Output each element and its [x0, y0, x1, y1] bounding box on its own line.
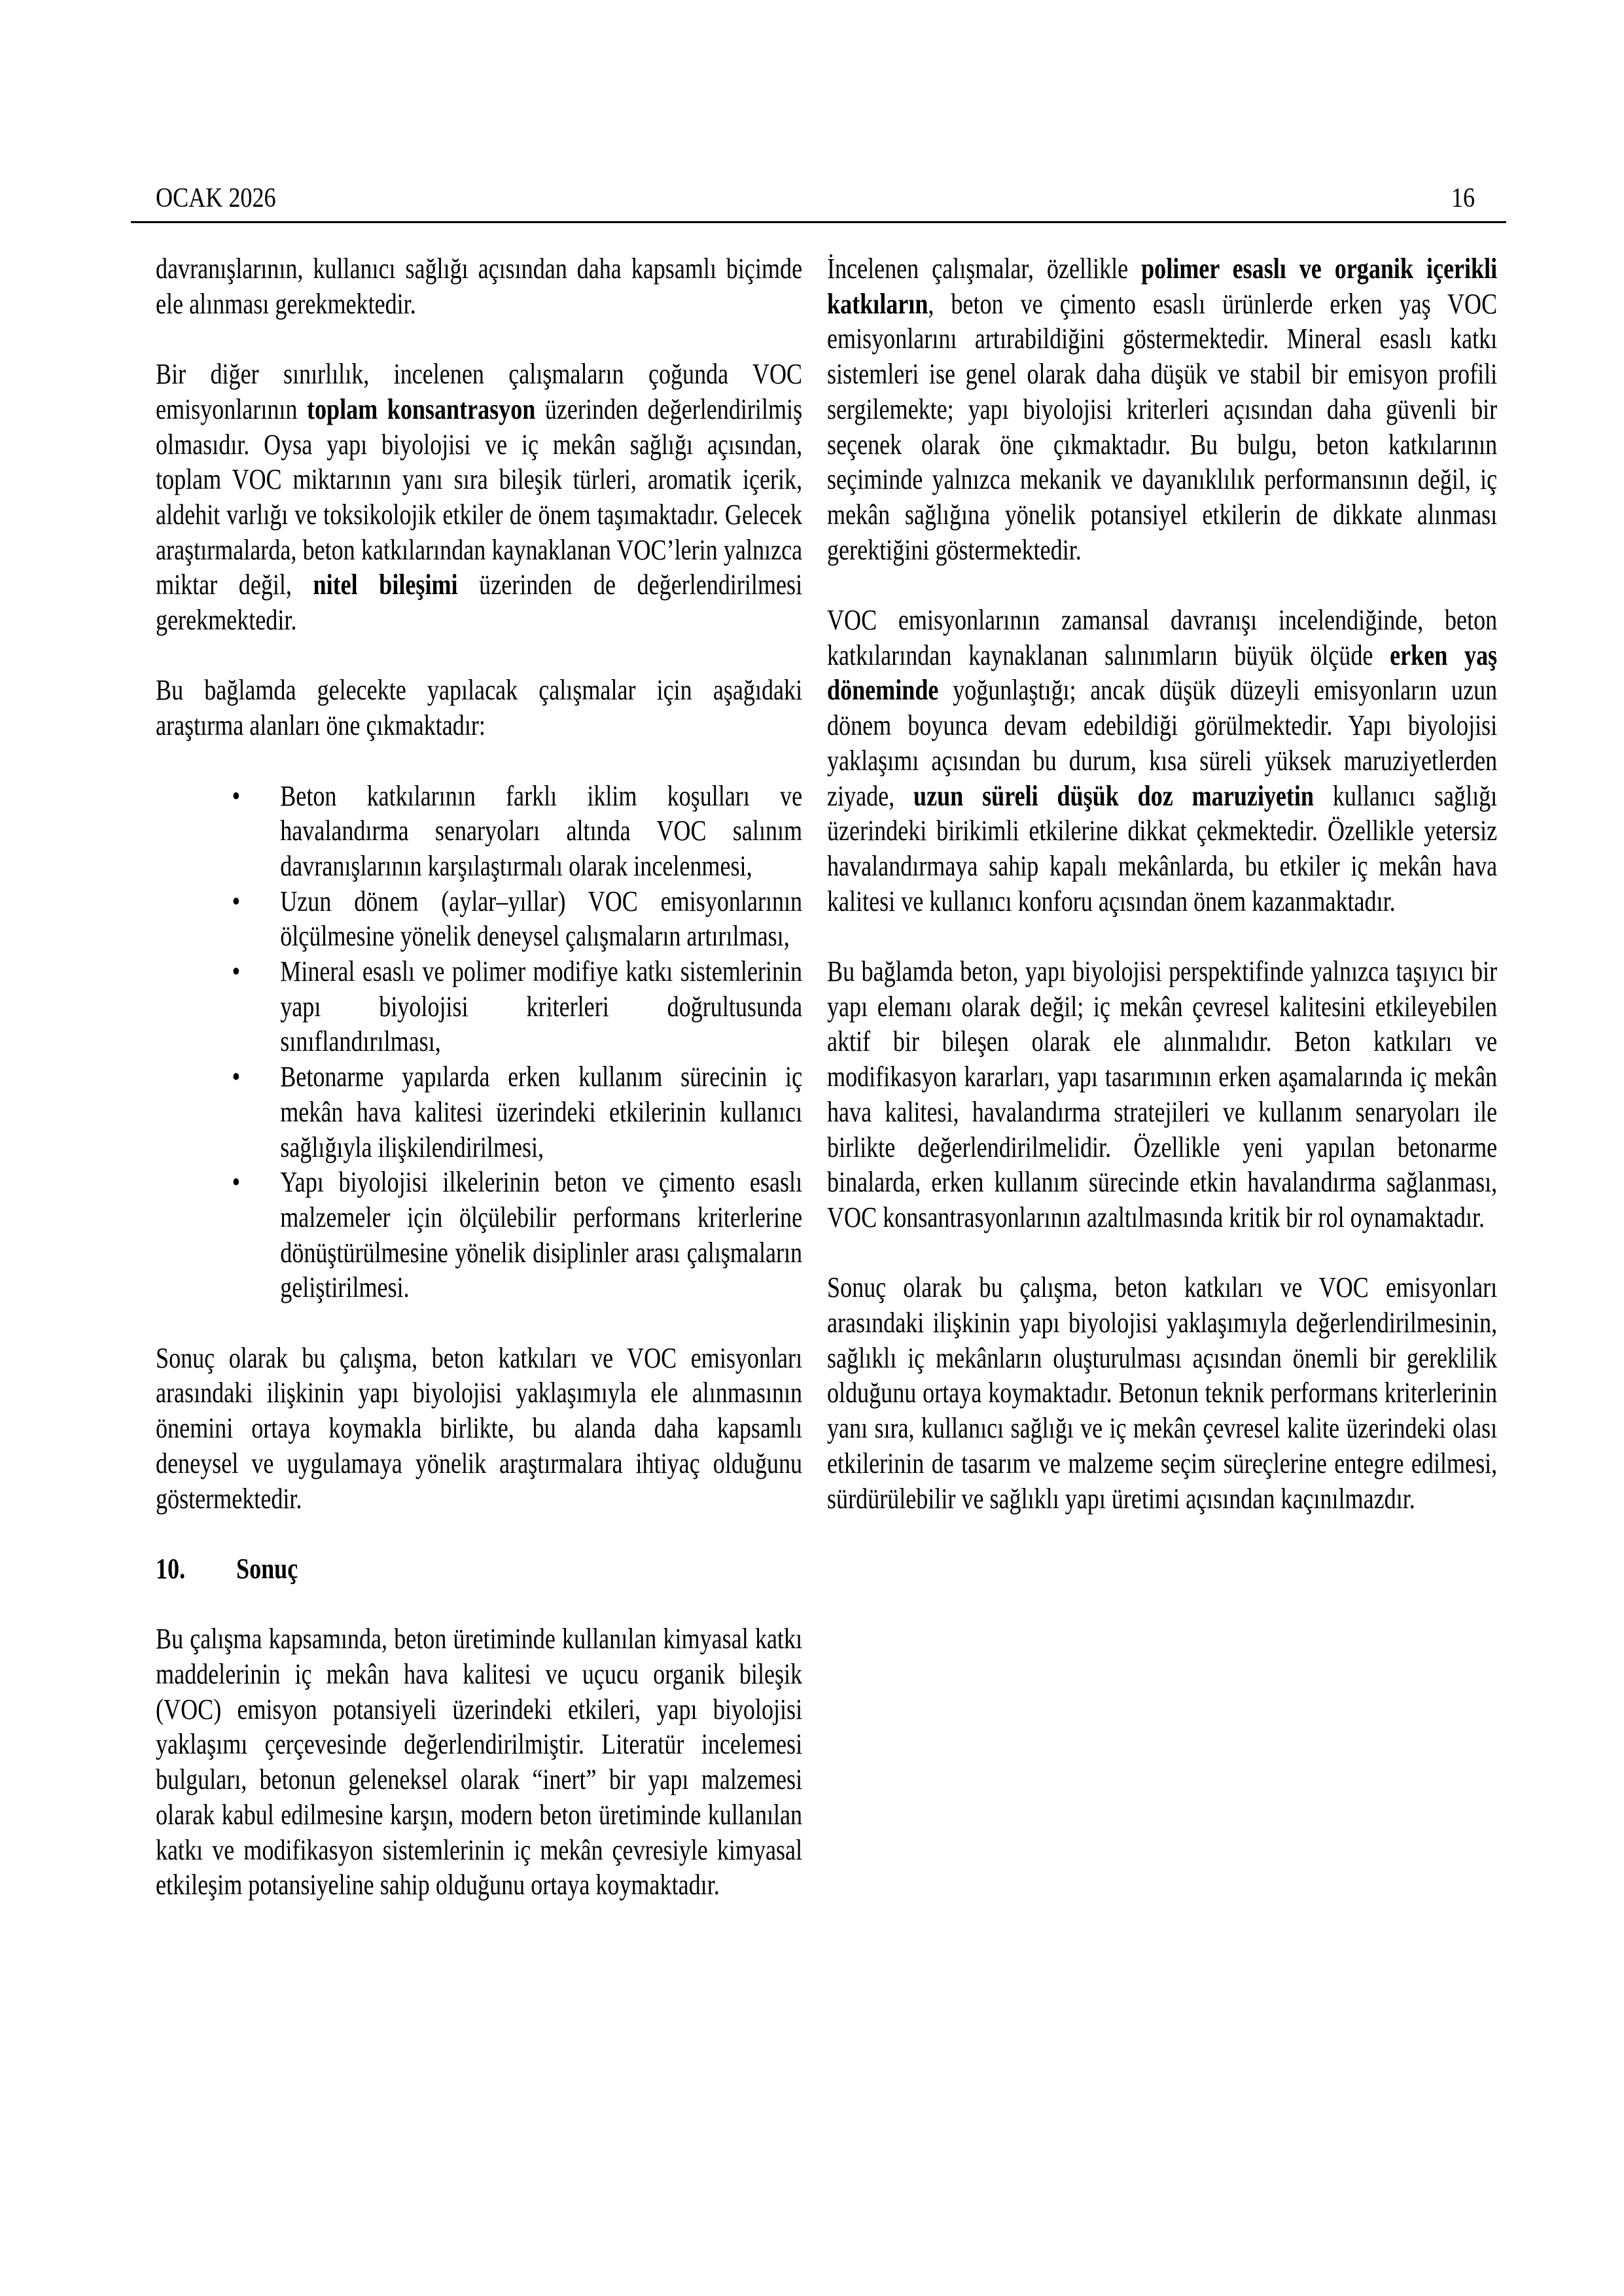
- list-item: • Mineral esaslı ve polimer modifiye katkı sistemlerinin yapı biyolojisi kriterleri doğrultusunda sınıflandırılması,: [232, 955, 803, 1058]
- list-item: • Betonarme yapılarda erken kullanım sürecinin iç mekân hava kalitesi üzerindeki etkilerinin kullanıcı sağlığıyla ilişkilendirilmesi,: [232, 1061, 803, 1163]
- list-item: • Yapı biyolojisi ilkelerinin beton ve çimento esaslı malzemeler için ölçülebilir performans kriterlerine dönüştürülmesine yönelik disiplinler arası çalışmaların geliştirilmesi.: [232, 1166, 803, 1304]
- page-number: 16: [1451, 183, 1475, 213]
- paragraph-temporal-behavior: VOC emisyonlarının zamansal davranışı incelendiğinde, beton katkılarından kaynaklanan salınımların büyük ölçüde erken yaş döneminde yoğunlaştığı; ancak düşük düzeyli emisyonların uzun dönem boyunca devam edebildiği görülmektedir. Yapı biyolojisi yaklaşımı açısından bu durum, kısa süreli yüksek maruziyetlerden ziyade, uzun süreli düşük doz maruziyetin kullanıcı sağlığı üzerindeki birikimli etkilerine dikkat çekmektedir. Özellikle yetersiz havalandırmaya sahip kapalı mekânlarda, bu etkiler iç mekân hava kalitesi ve kullanıcı konforu açısından önem kazanmaktadır.: [827, 604, 1498, 917]
- section-heading-conclusion: [156, 1551, 802, 1587]
- emphasis-early-age: erken yaş döneminde: [827, 639, 1498, 707]
- bullet-icon: •: [232, 885, 241, 917]
- bullet-icon: •: [232, 1061, 241, 1093]
- paragraph-concrete-active-component: Bu bağlamda beton, yapı biyolojisi perspektifinde yalnızca taşıyıcı bir yapı elemanı olarak değil; iç mekân çevresel kalitesini etkileyebilen aktif bir bileşen olarak ele alınmalıdır. Beton katkıları ve modifikasyon kararları, yapı tasarımının erken aşamalarında iç mekân hava kalitesi, havalandırma stratejileri ve kullanım senaryoları ile birlikte değerlendirilmelidir. Özellikle yeni yapılan betonarme binalarda, erken kullanım sürecinde etkin havalandırma sağlanması, VOC konsantrasyonlarının azaltılmasında kritik bir rol oynamaktadır.: [827, 955, 1498, 1233]
- left-column: [156, 251, 802, 1938]
- bullet-icon: •: [232, 1166, 241, 1199]
- emphasis-qualitative-composition: nitel bileşimi: [313, 569, 458, 601]
- research-areas-list: [156, 779, 802, 1306]
- list-item: • Uzun dönem (aylar–yıllar) VOC emisyonlarının ölçülmesine yönelik deneysel çalışmaların artırılması,: [232, 885, 803, 953]
- header-date: OCAK 2026: [156, 183, 276, 213]
- section-title: Sonuç: [236, 1552, 298, 1585]
- emphasis-total-concentration: toplam konsantrasyon: [306, 393, 536, 425]
- paragraph-total-concentration: Bir diğer sınırlılık, incelenen çalışmaların çoğunda VOC emisyonlarının toplam konsantrasyon üzerinden değerlendirilmiş olmasıdır. Oysa yapı biyolojisi ve iç mekân sağlığı açısından, toplam VOC miktarının yanı sıra bileşik türleri, aromatik içerik, aldehit varlığı ve toksikolojik etkiler de önem taşımaktadır. Gelecek araştırmalarda, beton katkılarından kaynaklanan VOC’lerin yalnızca miktar değil, nitel bileşimi üzerinden de değerlendirilmesi gerekmektedir.: [156, 358, 803, 637]
- paragraph-final-conclusion: Sonuç olarak bu çalışma, beton katkıları ve VOC emisyonları arasındaki ilişkinin yapı biyolojisi yaklaşımıyla değerlendirilmesinin, sağlıklı iç mekânların oluşturulması açısından önemli bir gereklilik olduğunu ortaya koymaktadır. Betonun teknik performans kriterlerinin yanı sıra, kullanıcı sağlığı ve iç mekân çevresel kalite üzerindeki olası etkilerinin de tasarım ve malzeme seçim süreçlerine entegre edilmesi, sürdürülebilir ve sağlıklı yapı üretimi açısından kaçınılmazdır.: [827, 1271, 1498, 1515]
- section-number: 10.: [156, 1552, 186, 1585]
- bullet-icon: •: [232, 779, 241, 812]
- emphasis-long-term-low-dose: uzun süreli düşük doz maruziyetin: [913, 779, 1315, 812]
- bullet-icon: •: [232, 955, 241, 988]
- right-column: [827, 251, 1497, 1551]
- header-rule: [131, 221, 1506, 223]
- paragraph-conclusion-scope: Bu çalışma kapsamında, beton üretiminde kullanılan kimyasal katkı maddelerinin iç mekân hava kalitesi ve uçucu organik bileşik (VOC) emisyon potansiyeli üzerindeki etkileri, yapı biyolojisi yaklaşımı çerçevesinde değerlendirilmiştir. Literatür incelemesi bulguları, betonun geleneksel olarak “inert” bir yapı malzemesi olarak kabul edilmesine karşın, modern beton üretiminde kullanılan katkı ve modifikasyon sistemlerinin iç mekân çevresiyle kimyasal etkileşim potansiyeline sahip olduğunu ortaya koymaktadır.: [156, 1623, 803, 1901]
- paragraph-limitations-end: davranışlarının, kullanıcı sağlığı açısından daha kapsamlı biçimde ele alınması gerekmektedir.: [156, 253, 803, 320]
- emphasis-polymer-organic-additives: polimer esaslı ve organik içerikli katkıların: [827, 253, 1498, 320]
- paragraph-polymer-additives: İncelenen çalışmalar, özellikle polimer esaslı ve organik içerikli katkıların, beton ve çimento esaslı ürünlerde erken yaş VOC emisyonlarını artırabildiğini göstermektedir. Mineral esaslı katkı sistemleri ise genel olarak daha düşük ve stabil bir emisyon profili sergilemekte; yapı biyolojisi kriterleri açısından daha güvenli bir seçenek olarak öne çıkmaktadır. Bu bulgu, beton katkılarının seçiminde yalnızca mekanik ve dayanıklılık performansının değil, iç mekân sağlığına yönelik potansiyel etkilerin de dikkate alınması gerektiğini göstermektedir.: [827, 253, 1498, 566]
- paragraph-research-areas-intro: Bu bağlamda gelecekte yapılacak çalışmalar için aşağıdaki araştırma alanları öne çıkmaktadır:: [156, 674, 803, 742]
- list-item: • Beton katkılarının farklı iklim koşulları ve havalandırma senaryoları altında VOC salınım davranışlarının karşılaştırmalı olarak incelenmesi,: [232, 779, 803, 882]
- paragraph-limitations-conclusion: Sonuç olarak bu çalışma, beton katkıları ve VOC emisyonları arasındaki ilişkinin yapı biyolojisi yaklaşımıyla ele alınmasının önemini ortaya koymakla birlikte, bu alanda daha kapsamlı deneysel ve uygulamaya yönelik araştırmalara ihtiyaç olduğunu göstermektedir.: [156, 1341, 803, 1515]
